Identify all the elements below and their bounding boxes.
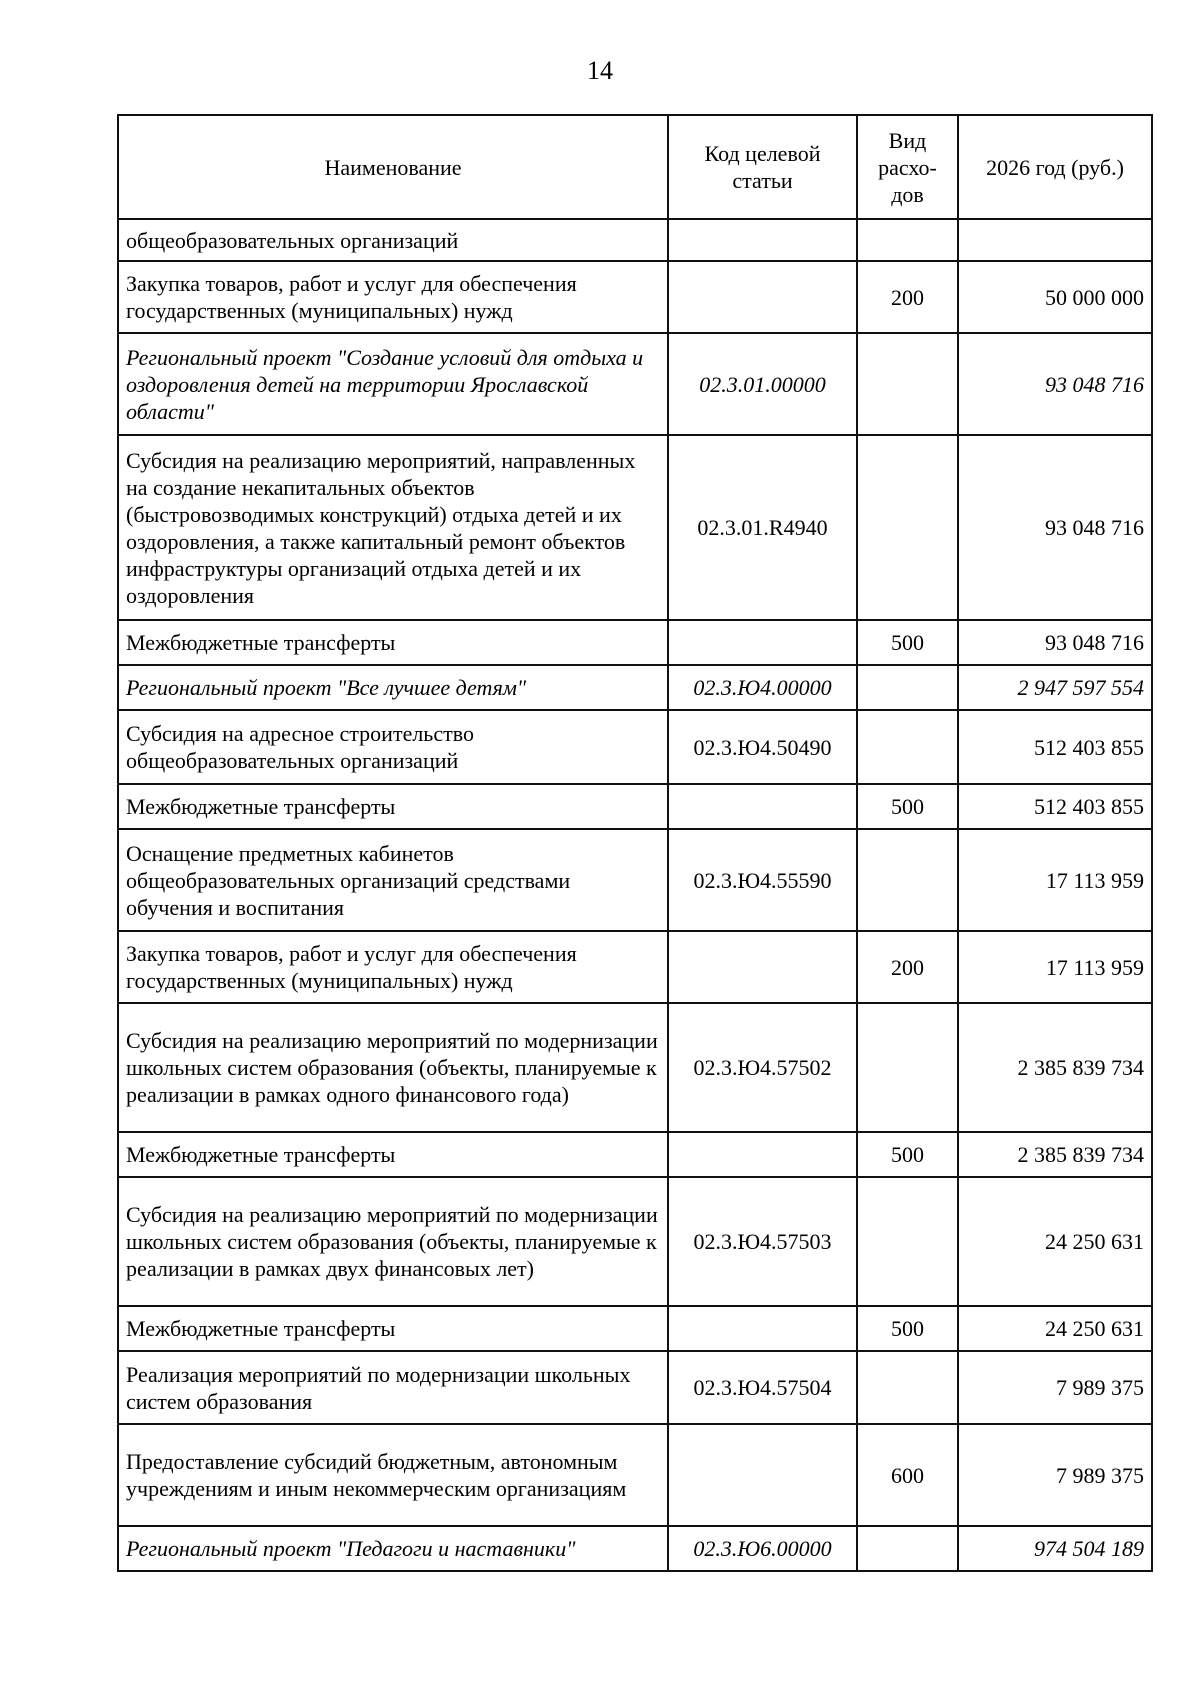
row-amount: 50 000 000 — [958, 261, 1152, 333]
budget-table — [117, 114, 1153, 1572]
row-code — [668, 1306, 857, 1351]
header-name: Наименование — [118, 115, 668, 219]
row-type — [857, 435, 958, 620]
row-amount: 2 385 839 734 — [958, 1003, 1152, 1132]
row-name: Субсидия на реализацию мероприятий по модернизации школьных систем образования (объекты, планируемые к реализации в рамках одного финансового года) — [118, 1003, 668, 1132]
row-type — [857, 219, 958, 261]
row-code — [668, 784, 857, 829]
row-code: 02.3.01.00000 — [668, 333, 857, 435]
row-name: Закупка товаров, работ и услуг для обеспечения государственных (муниципальных) нужд — [118, 931, 668, 1003]
row-name: Предоставление субсидий бюджетным, автономным учреждениям и иным некоммерческим организациям — [118, 1424, 668, 1526]
row-name: Межбюджетные трансферты — [118, 1132, 668, 1177]
header-amount: 2026 год (руб.) — [958, 115, 1152, 219]
row-name: общеобразовательных организаций — [118, 219, 668, 261]
row-name: Закупка товаров, работ и услуг для обеспечения государственных (муниципальных) нужд — [118, 261, 668, 333]
row-amount: 512 403 855 — [958, 784, 1152, 829]
table-row — [118, 620, 1152, 665]
row-name: Региональный проект "Все лучшее детям" — [118, 665, 668, 710]
row-code: 02.3.Ю6.00000 — [668, 1526, 857, 1571]
row-code — [668, 219, 857, 261]
row-name: Межбюджетные трансферты — [118, 620, 668, 665]
table-row-project — [118, 1526, 1152, 1571]
row-amount: 24 250 631 — [958, 1306, 1152, 1351]
table-row — [118, 1132, 1152, 1177]
row-code: 02.3.Ю4.57503 — [668, 1177, 857, 1306]
row-code: 02.3.Ю4.57502 — [668, 1003, 857, 1132]
row-code — [668, 1424, 857, 1526]
table-row — [118, 261, 1152, 333]
row-type — [857, 1351, 958, 1424]
row-amount: 974 504 189 — [958, 1526, 1152, 1571]
table-row-project — [118, 333, 1152, 435]
row-name: Межбюджетные трансферты — [118, 784, 668, 829]
row-amount: 512 403 855 — [958, 710, 1152, 784]
row-amount: 2 385 839 734 — [958, 1132, 1152, 1177]
row-type — [857, 1526, 958, 1571]
row-type — [857, 1177, 958, 1306]
table-row — [118, 1003, 1152, 1132]
row-code: 02.3.01.R4940 — [668, 435, 857, 620]
row-type: 500 — [857, 620, 958, 665]
row-name: Реализация мероприятий по модернизации школьных систем образования — [118, 1351, 668, 1424]
table-row — [118, 1424, 1152, 1526]
row-name: Оснащение предметных кабинетов общеобразовательных организаций средствами обучения и воспитания — [118, 829, 668, 931]
table-row — [118, 219, 1152, 261]
row-name: Региональный проект "Педагоги и наставники" — [118, 1526, 668, 1571]
row-amount: 7 989 375 — [958, 1424, 1152, 1526]
row-type: 500 — [857, 1306, 958, 1351]
table-row — [118, 435, 1152, 620]
row-amount: 2 947 597 554 — [958, 665, 1152, 710]
row-amount: 93 048 716 — [958, 333, 1152, 435]
header-code: Код целевой статьи — [668, 115, 857, 219]
table-row — [118, 931, 1152, 1003]
row-code: 02.3.Ю4.57504 — [668, 1351, 857, 1424]
table-row — [118, 829, 1152, 931]
row-name: Межбюджетные трансферты — [118, 1306, 668, 1351]
row-amount: 17 113 959 — [958, 829, 1152, 931]
row-type — [857, 710, 958, 784]
row-type — [857, 665, 958, 710]
row-amount: 24 250 631 — [958, 1177, 1152, 1306]
table-row — [118, 1351, 1152, 1424]
row-type — [857, 829, 958, 931]
row-name: Субсидия на реализацию мероприятий по модернизации школьных систем образования (объекты, планируемые к реализации в рамках двух финансовых лет) — [118, 1177, 668, 1306]
row-name: Региональный проект "Создание условий для отдыха и оздоровления детей на территории Ярославской области" — [118, 333, 668, 435]
row-code: 02.3.Ю4.55590 — [668, 829, 857, 931]
table-row-project — [118, 665, 1152, 710]
row-code — [668, 1132, 857, 1177]
table-row — [118, 710, 1152, 784]
row-type: 500 — [857, 1132, 958, 1177]
row-code — [668, 931, 857, 1003]
page-number: 14 — [587, 56, 613, 85]
row-amount: 93 048 716 — [958, 435, 1152, 620]
row-name: Субсидия на адресное строительство общеобразовательных организаций — [118, 710, 668, 784]
row-code — [668, 261, 857, 333]
row-type: 200 — [857, 931, 958, 1003]
table-header-row — [118, 115, 1152, 219]
row-amount: 17 113 959 — [958, 931, 1152, 1003]
row-code: 02.3.Ю4.50490 — [668, 710, 857, 784]
row-amount — [958, 219, 1152, 261]
table-row — [118, 1306, 1152, 1351]
row-type: 500 — [857, 784, 958, 829]
table-row — [118, 1177, 1152, 1306]
row-code — [668, 620, 857, 665]
header-type: Вид расхо-дов — [857, 115, 958, 219]
row-type — [857, 333, 958, 435]
row-amount: 7 989 375 — [958, 1351, 1152, 1424]
table-row — [118, 784, 1152, 829]
row-code: 02.3.Ю4.00000 — [668, 665, 857, 710]
row-amount: 93 048 716 — [958, 620, 1152, 665]
row-name: Субсидия на реализацию мероприятий, направленных на создание некапитальных объектов (быстровозводимых конструкций) отдыха детей и их оздоровления, а также капитальный ремонт объектов инфраструктуры организаций отдыха детей и их оздоровления — [118, 435, 668, 620]
row-type: 200 — [857, 261, 958, 333]
row-type: 600 — [857, 1424, 958, 1526]
row-type — [857, 1003, 958, 1132]
